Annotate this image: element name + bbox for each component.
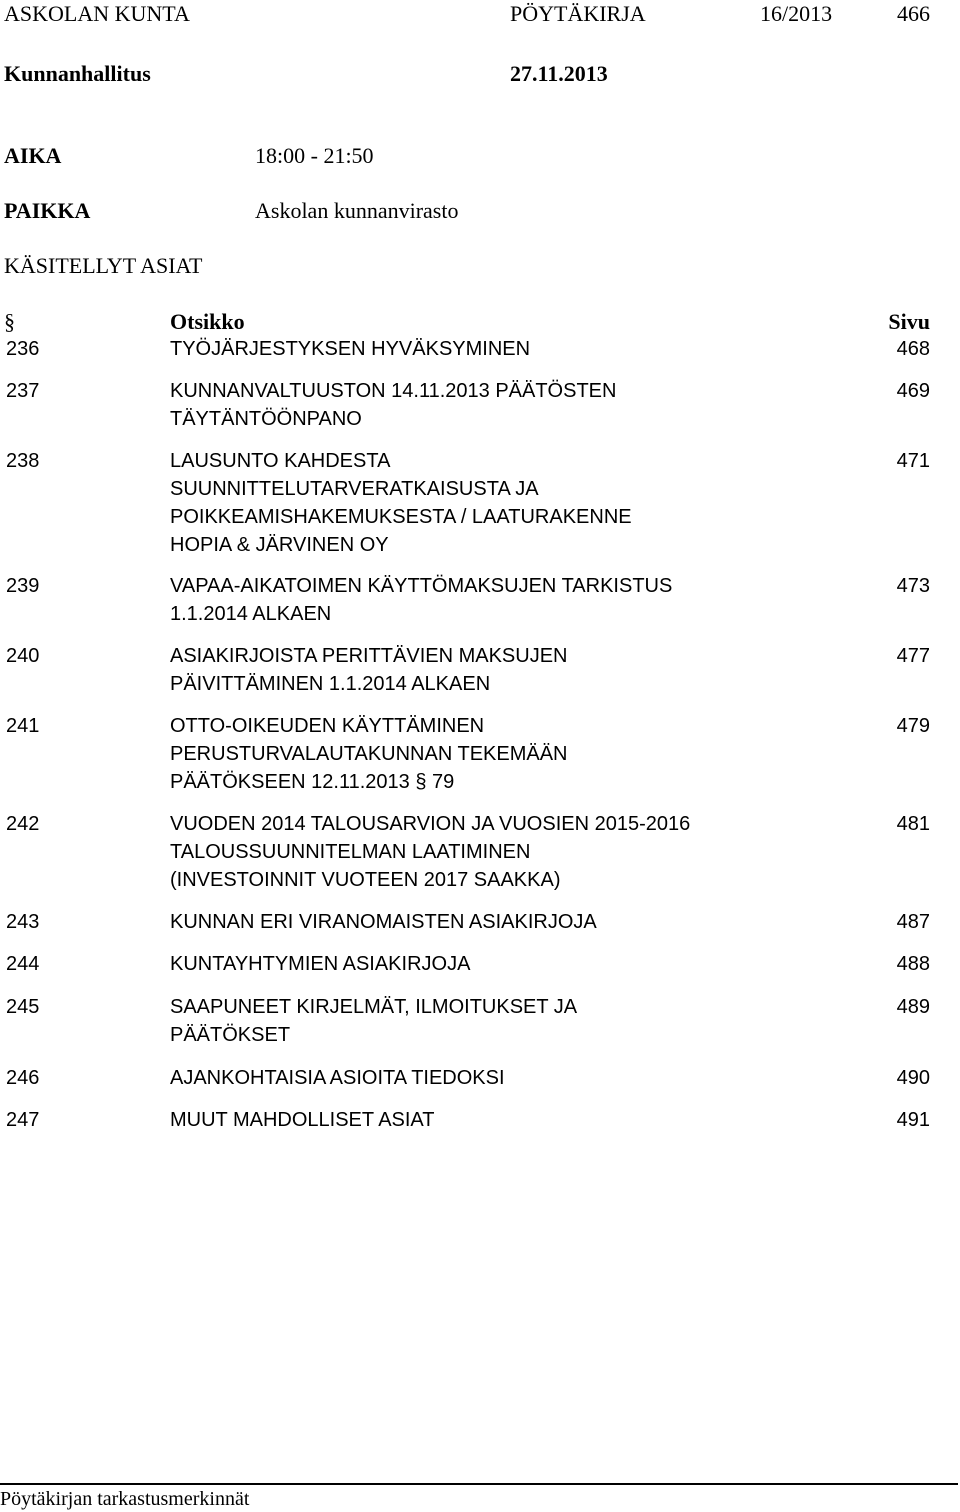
row-title-line: PERUSTURVALAUTAKUNNAN TEKEMÄÄN [170,743,568,765]
row-title-line: TYÖJÄRJESTYKSEN HYVÄKSYMINEN [170,338,531,360]
row-title-line: PÄÄTÖKSEEN 12.11.2013 § 79 [170,771,455,793]
footer-text: Pöytäkirjan tarkastusmerkinnät [0,1488,250,1510]
column-header-page: Sivu [888,309,930,334]
row-page: 488 [896,953,930,975]
row-number: 247 [6,1109,40,1131]
row-title-line: KUNTAYHTYMIEN ASIAKIRJOJA [170,953,471,975]
row-number: 246 [6,1067,40,1089]
document-number: 16/2013 [760,1,833,26]
row-page: 491 [896,1109,930,1131]
column-header-title: Otsikko [170,309,245,334]
row-number: 245 [6,996,40,1018]
row-title-line: KUNNAN ERI VIRANOMAISTEN ASIAKIRJOJA [170,911,597,933]
row-number: 244 [6,953,40,975]
row-number: 236 [6,338,40,360]
row-page: 481 [896,813,930,835]
row-title-line: SAAPUNEET KIRJELMÄT, ILMOITUKSET JA [170,996,578,1018]
place-label: PAIKKA [4,198,91,223]
row-title-line: SUUNNITTELUTARVERATKAISUSTA JA [170,478,539,500]
row-title-line: PÄÄTÖKSET [170,1024,291,1046]
row-title-line: PÄIVITTÄMINEN 1.1.2014 ALKAEN [170,673,491,695]
row-title-line: LAUSUNTO KAHDESTA [170,450,391,472]
row-title-line: MUUT MAHDOLLISET ASIAT [170,1109,435,1131]
row-title-line: POIKKEAMISHAKEMUKSESTA / LAATURAKENNE [170,506,632,528]
row-page: 468 [896,338,930,360]
row-title-line: OTTO-OIKEUDEN KÄYTTÄMINEN [170,715,485,737]
row-number: 237 [6,380,40,402]
footer-divider [0,1483,958,1485]
body-name: Kunnanhallitus [4,61,151,86]
row-title-line: AJANKOHTAISIA ASIOITA TIEDOKSI [170,1067,505,1089]
time-value: 18:00 - 21:50 [255,143,374,168]
row-title-line: 1.1.2014 ALKAEN [170,603,332,625]
row-number: 241 [6,715,40,737]
place-value: Askolan kunnanvirasto [255,198,459,223]
time-label: AIKA [4,143,62,168]
row-title-line: HOPIA & JÄRVINEN OY [170,534,389,556]
row-page: 477 [896,645,930,667]
row-title-line: VUODEN 2014 TALOUSARVION JA VUOSIEN 2015-2016 [170,813,691,835]
document-type: PÖYTÄKIRJA [510,1,646,26]
row-page: 490 [896,1067,930,1089]
section-title: KÄSITELLYT ASIAT [4,253,203,278]
municipality-name: ASKOLAN KUNTA [4,1,190,26]
row-title-line: (INVESTOINNIT VUOTEEN 2017 SAAKKA) [170,869,561,891]
row-title-line: KUNNANVALTUUSTON 14.11.2013 PÄÄTÖSTEN [170,380,617,402]
row-page: 479 [896,715,930,737]
row-page: 489 [896,996,930,1018]
row-page: 487 [896,911,930,933]
row-page: 471 [896,450,930,472]
row-number: 243 [6,911,40,933]
row-number: 242 [6,813,40,835]
row-title-line: TALOUSSUUNNITELMAN LAATIMINEN [170,841,531,863]
page-number: 466 [897,1,930,26]
row-title-line: ASIAKIRJOISTA PERITTÄVIEN MAKSUJEN [170,645,568,667]
section-symbol: § [4,309,15,334]
meeting-date: 27.11.2013 [510,61,608,86]
row-page: 473 [896,575,930,597]
row-title-line: TÄYTÄNTÖÖNPANO [170,408,362,430]
row-page: 469 [896,380,930,402]
row-number: 240 [6,645,40,667]
row-number: 238 [6,450,40,472]
row-title-line: VAPAA-AIKATOIMEN KÄYTTÖMAKSUJEN TARKISTUS [170,575,673,597]
row-number: 239 [6,575,40,597]
